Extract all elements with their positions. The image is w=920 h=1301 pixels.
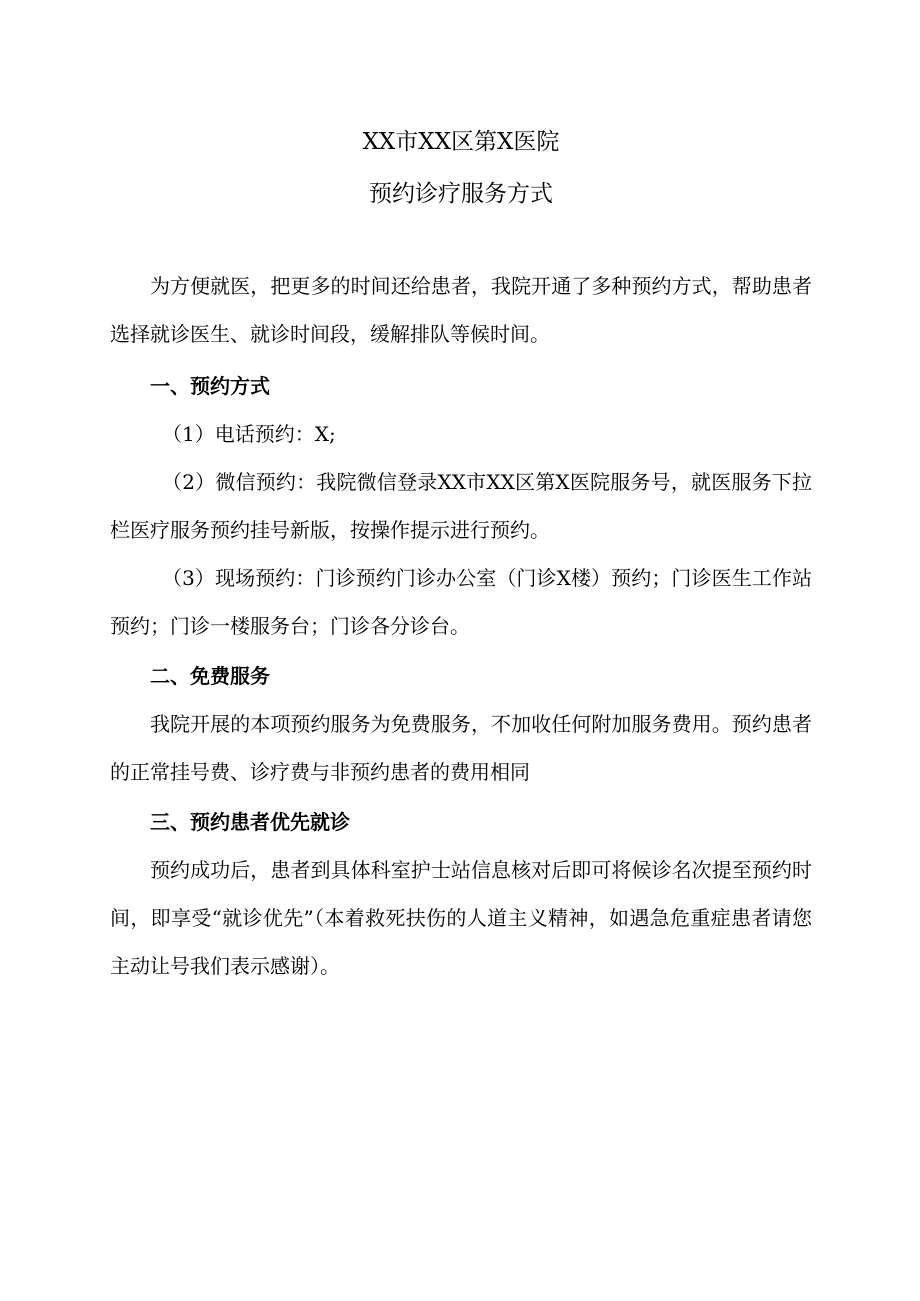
booking-method-phone: （1）电话预约：X; (162, 422, 336, 446)
priority-paragraph: 预约成功后，患者到具体科室护士站信息核对后即可将候诊名次提至预约时间，即享受“就诊优先”（本着救死扶伤的人道主义精神，如遇急危重症患者请您主动让号我们表示感谢）。 (110, 858, 812, 978)
free-service-paragraph: 我院开展的本项预约服务为免费服务，不加收任何附加服务费用。预约患者的正常挂号费、诊疗费与非预约患者的费用相同 (110, 712, 812, 784)
section-heading-priority: 三、预约患者优先就诊 (150, 810, 350, 834)
intro-paragraph: 为方便就医，把更多的时间还给患者，我院开通了多种预约方式，帮助患者选择就诊医生、就诊时间段，缓解排队等候时间。 (110, 274, 812, 346)
section-heading-booking-methods: 一、预约方式 (150, 374, 270, 398)
booking-method-onsite: （3）现场预约：门诊预约门诊办公室（门诊X楼）预约；门诊医生工作站预约；门诊一楼服务台；门诊各分诊台。 (110, 566, 812, 638)
section-heading-free-service: 二、免费服务 (150, 664, 270, 688)
document-subtitle: 预约诊疗服务方式 (369, 181, 553, 207)
document-title: XX市XX区第X医院 (362, 129, 560, 155)
booking-method-wechat: （2）微信预约：我院微信登录XX市XX区第X医院服务号，就医服务下拉栏医疗服务预约挂号新版，按操作提示进行预约。 (110, 470, 812, 542)
